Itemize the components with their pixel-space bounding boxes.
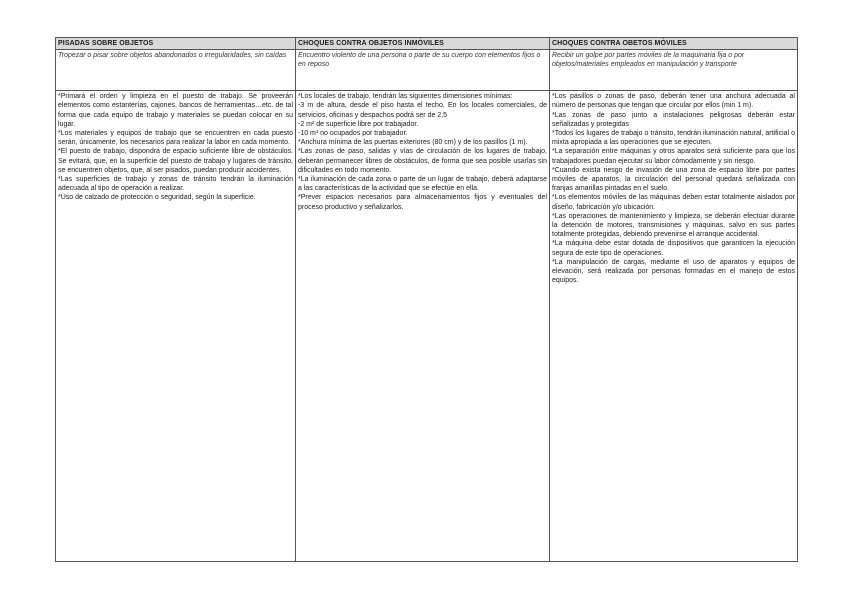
measure-item: *Las zonas de paso junto a instalaciones peligrosas deberán estar señalizadas y protegidas (552, 111, 795, 128)
measure-item: *Los pasillos o zonas de paso, deberán tener una anchura adecuada al número de personas que tengan que circular por ellos (min 1 m). (552, 93, 795, 110)
measure-item: *Prever espacios necesarios para almacenamientos fijos y eventuales del proceso productivo y señalizarlos. (298, 194, 547, 211)
measures-moviles (550, 91, 798, 562)
measure-item: *Los materiales y equipos de trabajo que se encuentren en cada puesto serán, únicamente, los necesarios para realizar la labor en cada momento. (58, 130, 293, 147)
measure-item: *Las zonas de paso, salidas y vías de circulación de los lugares de trabajo, deberán permanecer libres de obstáculos, de forma que sea posible usarlas sin dificultades en todo momento. (298, 148, 547, 174)
measure-item: *Primará el orden y limpieza en el puesto de trabajo. Se proveerán elementos como estanterías, cajones, bancos de herramientas…etc. de tal forma que cada equipo de trabajo y materiales se puedan colocar en su lugar. (58, 93, 293, 128)
measure-item: *La máquina debe estar dotada de dispositivos que garanticen la ejecución segura de este tipo de operaciones. (552, 240, 795, 257)
measure-item: -2 m² de superficie libre por trabajador. (298, 120, 419, 128)
col-header-pisadas: PISADAS SOBRE OBJETOS (56, 38, 296, 50)
col-header-inmoviles: CHOQUES CONTRA OBJETOS INMÓVILES (296, 38, 550, 50)
measure-item: *La iluminación de cada zona o parte de un lugar de trabajo, deberá adaptarse a las características de la actividad que se efectúe en ella. (298, 176, 547, 193)
measure-item: *Todos los lugares de trabajo o tránsito, tendrán iluminación natural, artificial o mixta apropiada a las operaciones que se ejecuten. (552, 130, 795, 147)
description-moviles: Recibir un golpe por partes móviles de la maquinaria fija o por objetos/materiales empleados en manipulación y transporte (550, 50, 798, 91)
measure-item: *Los elementos móviles de las máquinas deben estar totalmente aislados por diseño, fabricación y/o ubicación. (552, 194, 795, 211)
measure-item: *El puesto de trabajo, dispondrá de espacio suficiente libre de obstáculos. Se evitará, que, en la superficie del puesto de trabajo y lugares de tránsito, se encuentren objetos, que, al ser pisados, puedan producir accidentes. (58, 148, 293, 174)
description-pisadas: Tropezar o pisar sobre objetos abandonados o irregularidades, sin caídas (56, 50, 296, 91)
measure-item: *Los locales de trabajo, tendrán las siguientes dimensiones mínimas: (298, 93, 513, 101)
risk-table (55, 37, 798, 562)
measure-item: -3 m de altura, desde el piso hasta el techo. En los locales comerciales, de servicios, oficinas y despachos podrá ser de 2,5 (298, 102, 547, 119)
measure-item: *Las superficies de trabajo y zonas de tránsito tendrán la iluminación adecuada al tipo de operación a realizar. (58, 176, 293, 193)
description-row (56, 50, 798, 91)
col-header-moviles: CHOQUES CONTRA OBETOS MÓVILES (550, 38, 798, 50)
header-row (56, 38, 798, 50)
measure-item: *Las operaciones de mantenimiento y limpieza, se deberán efectuar durante la detención de motores, transmisiones y máquinas, salvo en sus partes totalmente protegidas, debiendo prevenirse el arranque accidental. (552, 212, 795, 239)
measure-item: *Cuando exista riesgo de invasión de una zona de espacio libre por partes móviles de aparatos, la circulación del personal quedará señalizada con franjas amarillas pintadas en el suelo. (552, 166, 795, 193)
measure-item: *Uso de calzado de protección o seguridad, según la superficie. (58, 194, 256, 202)
measures-pisadas (56, 91, 296, 562)
measures-row (56, 91, 798, 562)
measure-item: *La manipulación de cargas, mediante el uso de aparatos y equipos de elevación, será realizada por personas formadas en el manejo de estos equipos. (552, 258, 795, 285)
measure-item: -10 m³ no ocupados por trabajador. (298, 130, 408, 138)
description-inmoviles: Encuentro violento de una persona o parte de su cuerpo con elementos fijos o en reposo (296, 50, 550, 91)
measure-item: *Anchura mínima de las puertas exteriores (80 cm) y de los pasillos (1 m). (298, 139, 528, 147)
measure-item: *La separación entre máquinas y otros aparatos será suficiente para que los trabajadores puedan ejecutar su labor cómodamente y sin riesgo. (552, 148, 795, 165)
measures-inmoviles (296, 91, 550, 562)
